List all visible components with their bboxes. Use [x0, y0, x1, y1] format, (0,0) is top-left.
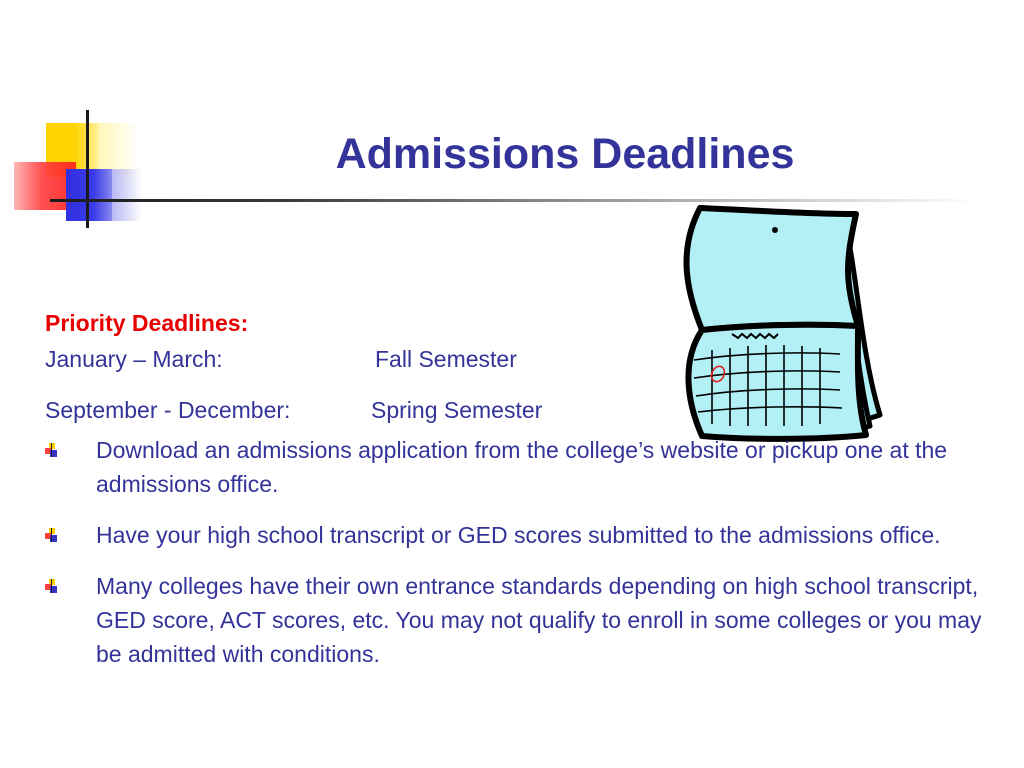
bullet-item: [45, 518, 985, 552]
decorative-squares-logo: [0, 0, 170, 240]
bullet-text: Many colleges have their own entrance standards depending on high school transcript, GED score, ACT scores, etc. You may not qualify to enroll in some colleges or you may be admitted with conditions.: [96, 573, 982, 667]
deadline-range: September - December:: [45, 397, 291, 423]
bullet-list: [45, 433, 985, 671]
bullet-square-icon: [45, 528, 59, 542]
deadline-semester: Spring Semester: [371, 397, 543, 423]
slide-title: Admissions Deadlines: [335, 130, 795, 178]
bullet-text: Have your high school transcript or GED scores submitted to the admissions office.: [96, 522, 941, 548]
priority-deadlines-heading: Priority Deadlines:: [45, 310, 249, 336]
bullet-text: Download an admissions application from the college’s website or pickup one at the admissions office.: [96, 437, 948, 497]
deadline-range: January – March:: [45, 346, 223, 372]
deadline-row: [45, 342, 985, 393]
bullet-square-icon: [45, 443, 59, 457]
slide-body: [45, 306, 985, 699]
bullet-item: [45, 569, 985, 671]
blue-square: [66, 169, 112, 221]
bullet-item: [45, 433, 985, 501]
vertical-rule: [86, 110, 89, 228]
deadline-semester: Fall Semester: [375, 346, 517, 372]
blue-square-fade: [112, 169, 142, 221]
bullet-square-icon: [45, 579, 59, 593]
